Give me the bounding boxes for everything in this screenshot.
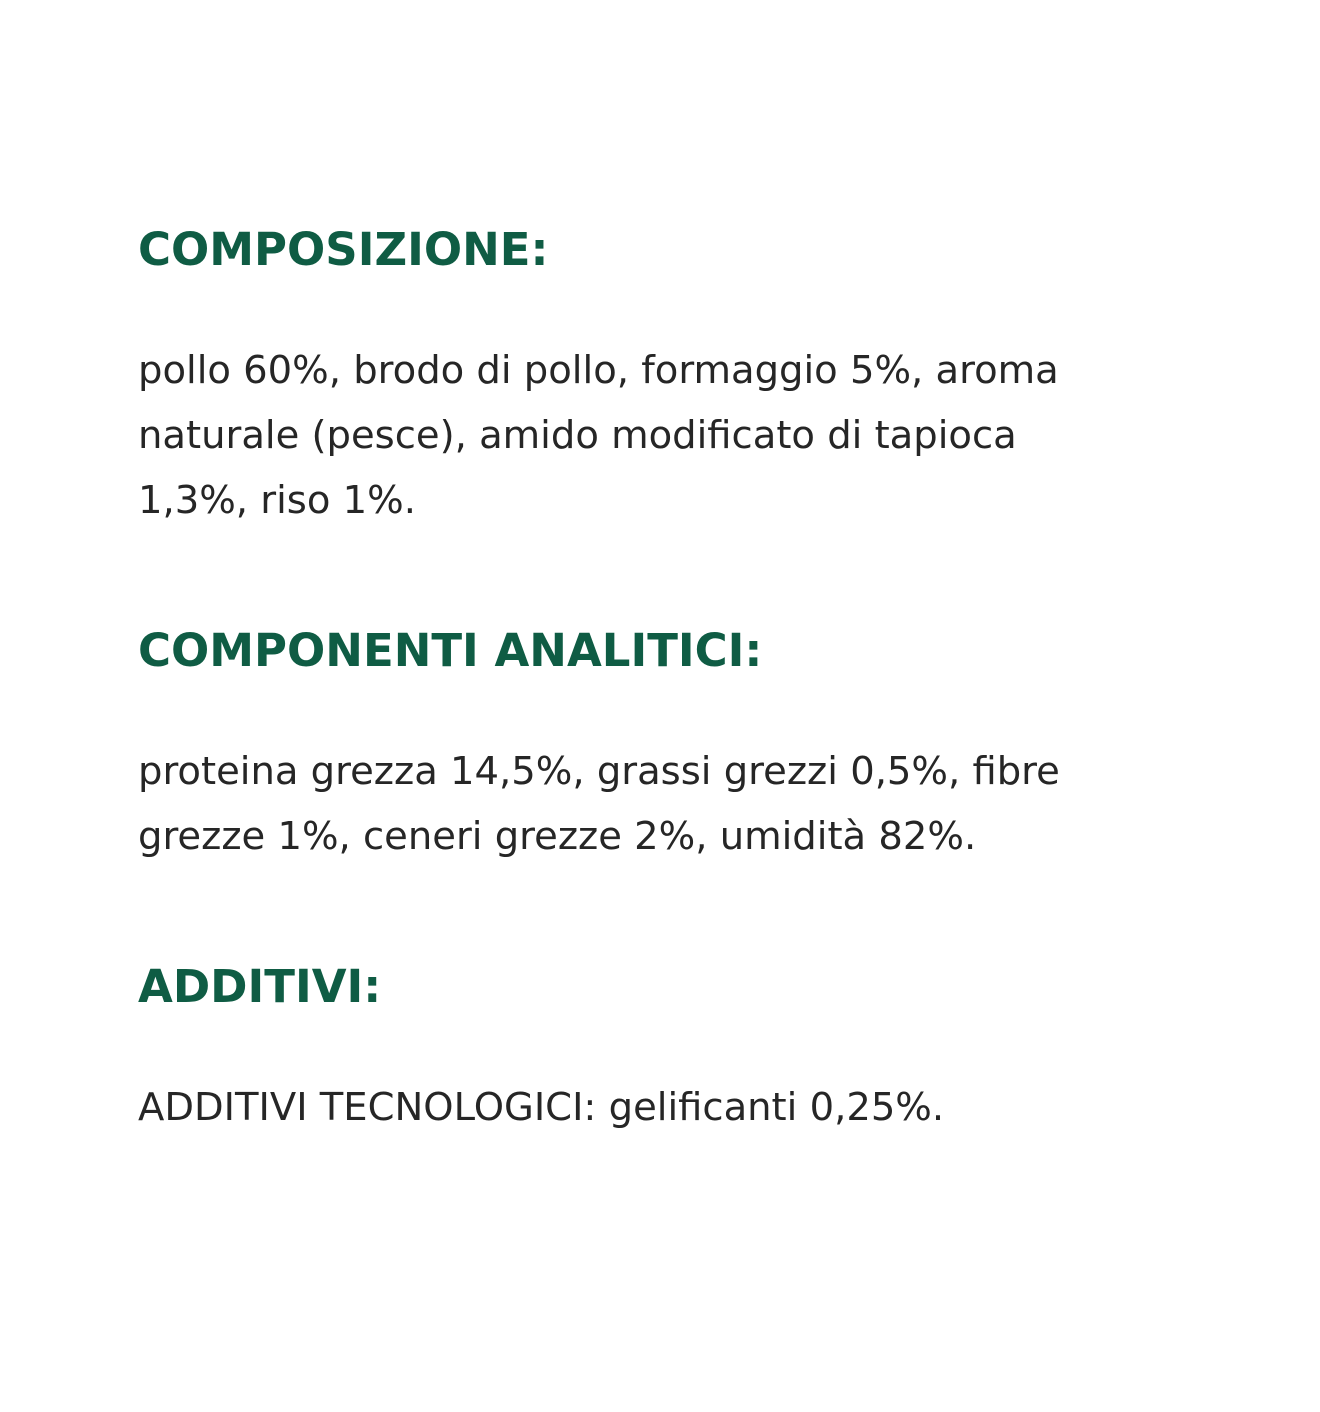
composition-line: 1,3%, riso 1%. [138,478,416,523]
analytical-components-title: COMPONENTI ANALITICI: [138,624,763,677]
composition-text [138,338,1218,533]
composition-section [138,218,1320,533]
additives-line: ADDITIVI TECNOLOGICI: gelificanti 0,25%. [138,1085,945,1130]
analytical-components-section [138,619,1320,869]
additives-title: ADDITIVI: [138,960,382,1013]
analytical-line: proteina grezza 14,5%, grassi grezzi 0,5%, fibre [138,749,1060,794]
composition-line: pollo 60%, brodo di pollo, formaggio 5%, aroma [138,348,1059,393]
analytical-components-text [138,739,1218,869]
additives-text [138,1075,1218,1140]
composition-title: COMPOSIZIONE: [138,223,549,276]
analytical-line: grezze 1%, ceneri grezze 2%, umidità 82%. [138,814,977,859]
additives-section [138,955,1320,1140]
composition-line: naturale (pesce), amido modificato di tapioca [138,413,1017,458]
